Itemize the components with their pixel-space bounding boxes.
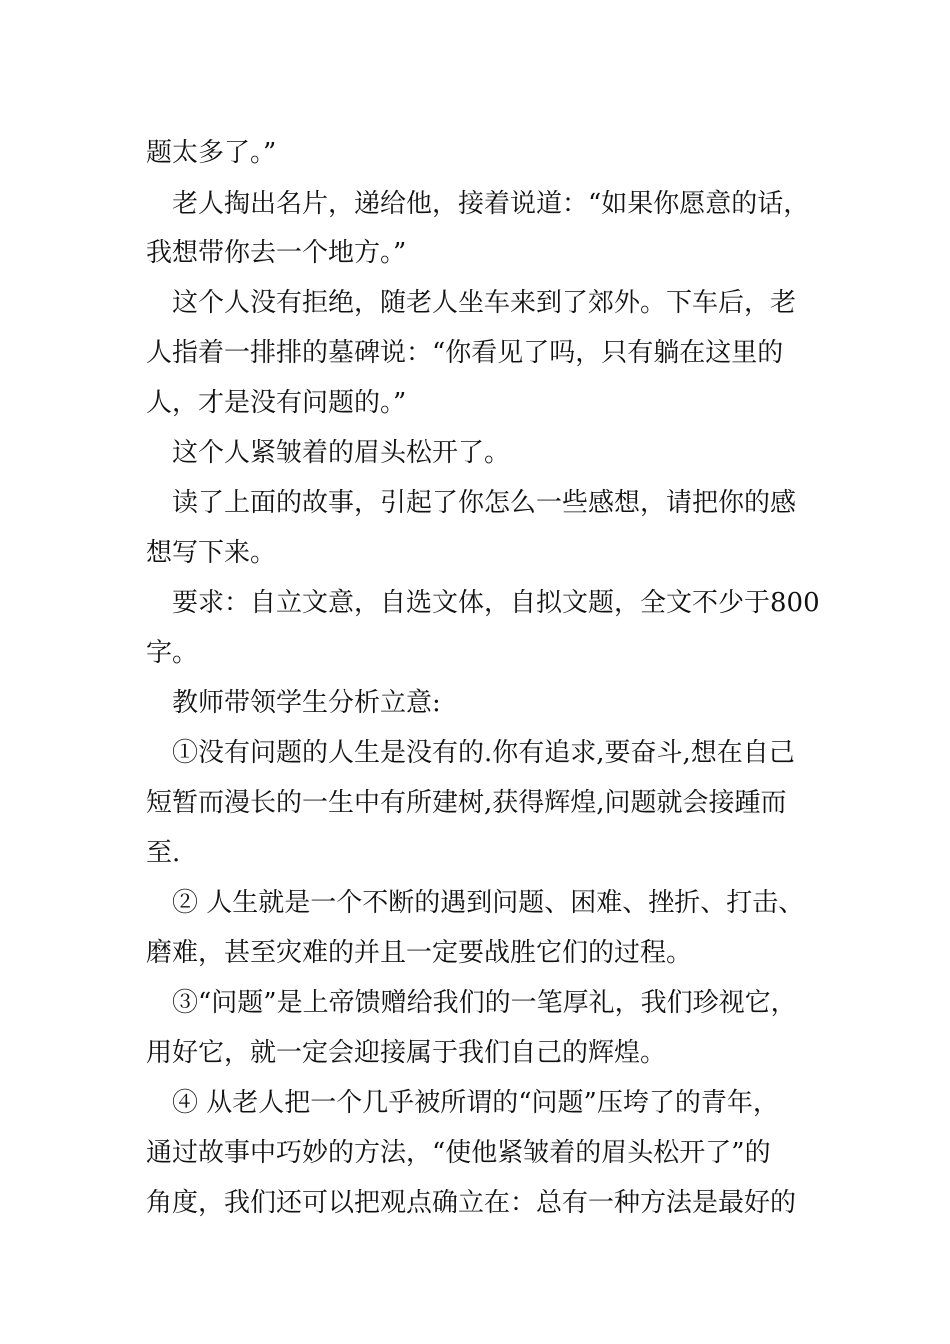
text-line: 要求：自立文意，自选文体，自拟文题，全文不少于800 xyxy=(172,588,820,618)
text-line: 教师带领学生分析立意: xyxy=(172,688,441,718)
text-line: 想写下来。 xyxy=(146,538,277,568)
text-line: 用好它，就一定会迎接属于我们自己的辉煌。 xyxy=(146,1038,667,1068)
text-line: 角度，我们还可以把观点确立在：总有一种方法是最好的 xyxy=(146,1188,797,1218)
text-line: ④ 从老人把一个几乎被所谓的“问题”压垮了的青年， xyxy=(172,1088,779,1118)
text-line: ② 人生就是一个不断的遇到问题、困难、挫折、打击、 xyxy=(172,888,805,918)
text-line: 通过故事中巧妙的方法，“使他紧皱着的眉头松开了”的 xyxy=(146,1138,771,1168)
text-line: 人指着一排排的墓碑说：“你看见了吗，只有躺在这里的 xyxy=(146,338,784,368)
text-line: 这个人没有拒绝，随老人坐车来到了郊外。下车后，老 xyxy=(172,288,797,318)
text-line: ①没有问题的人生是没有的.你有追求,要奋斗,想在自己 xyxy=(172,738,795,768)
text-line: 题太多了。” xyxy=(146,138,277,168)
text-line: 磨难，甚至灾难的并且一定要战胜它们的过程。 xyxy=(146,938,693,968)
text-line: 短暂而漫长的一生中有所建树,获得辉煌,问题就会接踵而 xyxy=(146,788,787,818)
text-line: 这个人紧皱着的眉头松开了。 xyxy=(172,438,511,468)
text-line: 人，才是没有问题的。” xyxy=(146,388,407,418)
text-line: 至. xyxy=(146,838,181,868)
text-line: 字。 xyxy=(146,638,199,668)
text-line: 老人掏出名片，递给他，接着说道：“如果你愿意的话， xyxy=(172,189,810,219)
text-line: 我想带你去一个地方。” xyxy=(146,238,407,268)
text-line: 读了上面的故事，引起了你怎么一些感想，请把你的感 xyxy=(172,488,797,518)
text-line: ③“问题”是上帝馈赠给我们的一笔厚礼，我们珍视它， xyxy=(172,988,797,1018)
